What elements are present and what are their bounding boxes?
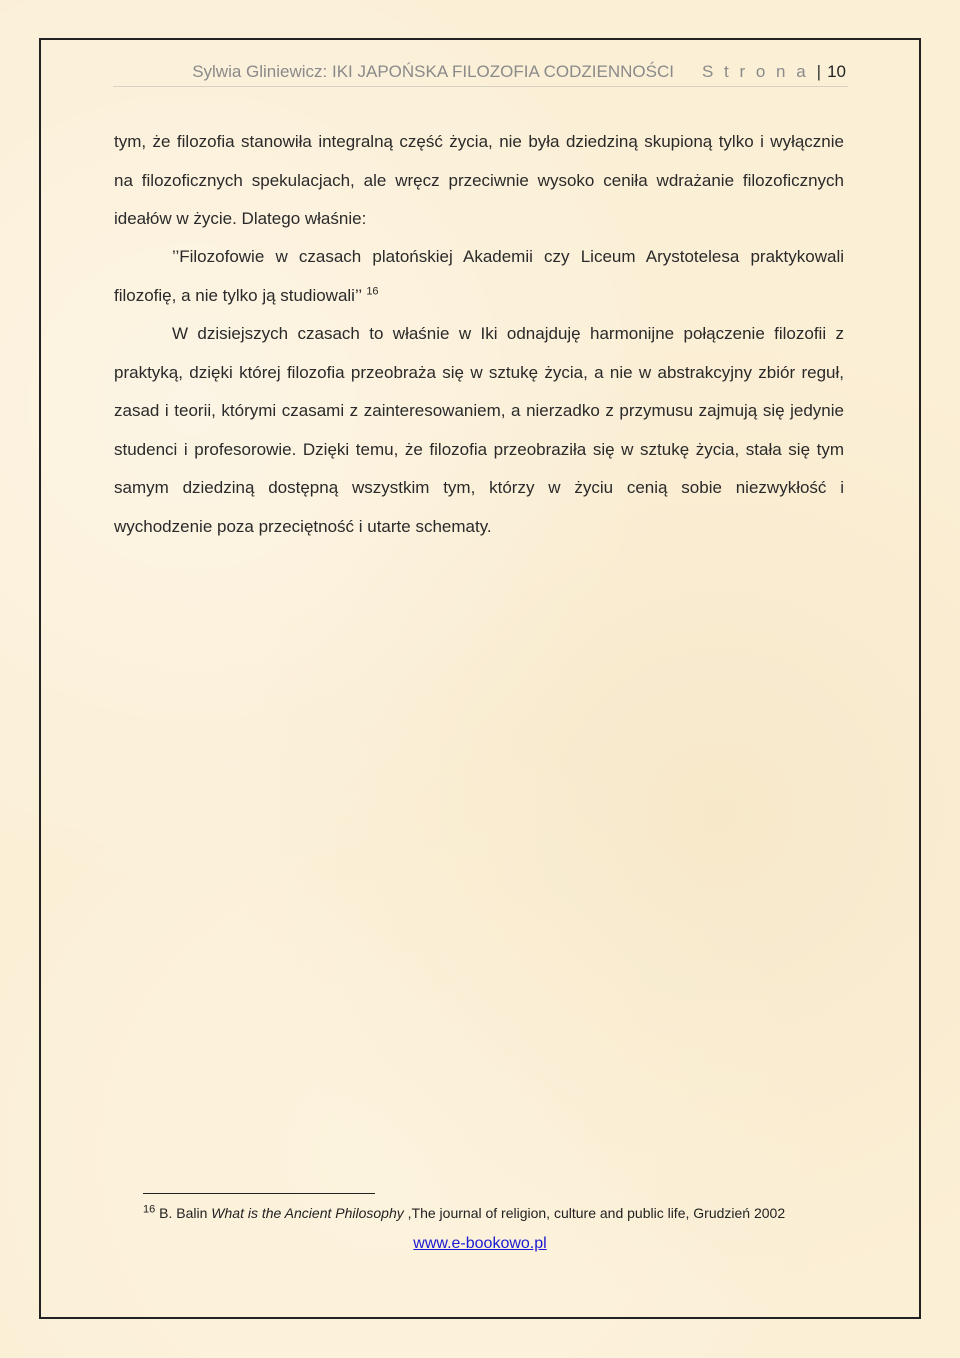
- paragraph-main: W dzisiejszych czasach to właśnie w Iki odnajduję harmonijne połączenie filozofii z praktyką, dzięki której filozofia przeobraża się w sztukę życia, a nie w abstrakcyjny zbiór reguł, zasad i teorii, którymi czasami z zainteresowaniem, a nierzadko z przymusu zajmują się jedynie studenci i profesorowie. Dzięki temu, że filozofia przeobraziła się w sztukę życia, stała się tym samym dziedziną dostępną wszystkim tym, którzy w życiu cenią sobie niezwykłość i wychodzenie poza przeciętność i utarte schematy.: [114, 324, 844, 536]
- header-page-word: S t r o n a: [701, 62, 809, 81]
- footnote-rest: ,The journal of religion, culture and public life, Grudzień 2002: [407, 1205, 786, 1221]
- page-header: [113, 58, 848, 87]
- footnote-reference[interactable]: 16: [366, 284, 379, 297]
- footnote-author: B. Balin: [159, 1205, 208, 1221]
- header-separator: |: [816, 62, 822, 81]
- footnote: [143, 1205, 863, 1221]
- footnote-number: 16: [143, 1203, 156, 1216]
- header-page-number: 10: [827, 62, 846, 81]
- quote-text: ’’Filozofowie w czasach platońskiej Akademii czy Liceum Arystotelesa praktykowali filozofię, a nie tylko ją studiowali’’: [114, 247, 844, 305]
- paragraph-intro: tym, że filozofia stanowiła integralną część życia, nie była dziedziną skupioną tylko i wyłącznie na filozoficznych spekulacjach, ale wręcz przeciwnie wysoko ceniła wdrażanie filozoficznych ideałów w życie. Dlatego właśnie:: [114, 132, 844, 228]
- header-title: Sylwia Gliniewicz: IKI JAPOŃSKA FILOZOFIA CODZIENNOŚCI: [192, 62, 674, 81]
- website-link[interactable]: www.e-bookowo.pl: [413, 1235, 547, 1252]
- footnote-source-title: What is the Ancient Philosophy: [211, 1205, 404, 1221]
- quote-paragraph: [114, 238, 844, 315]
- footnote-divider: [143, 1193, 375, 1194]
- page-footer: [0, 1235, 960, 1253]
